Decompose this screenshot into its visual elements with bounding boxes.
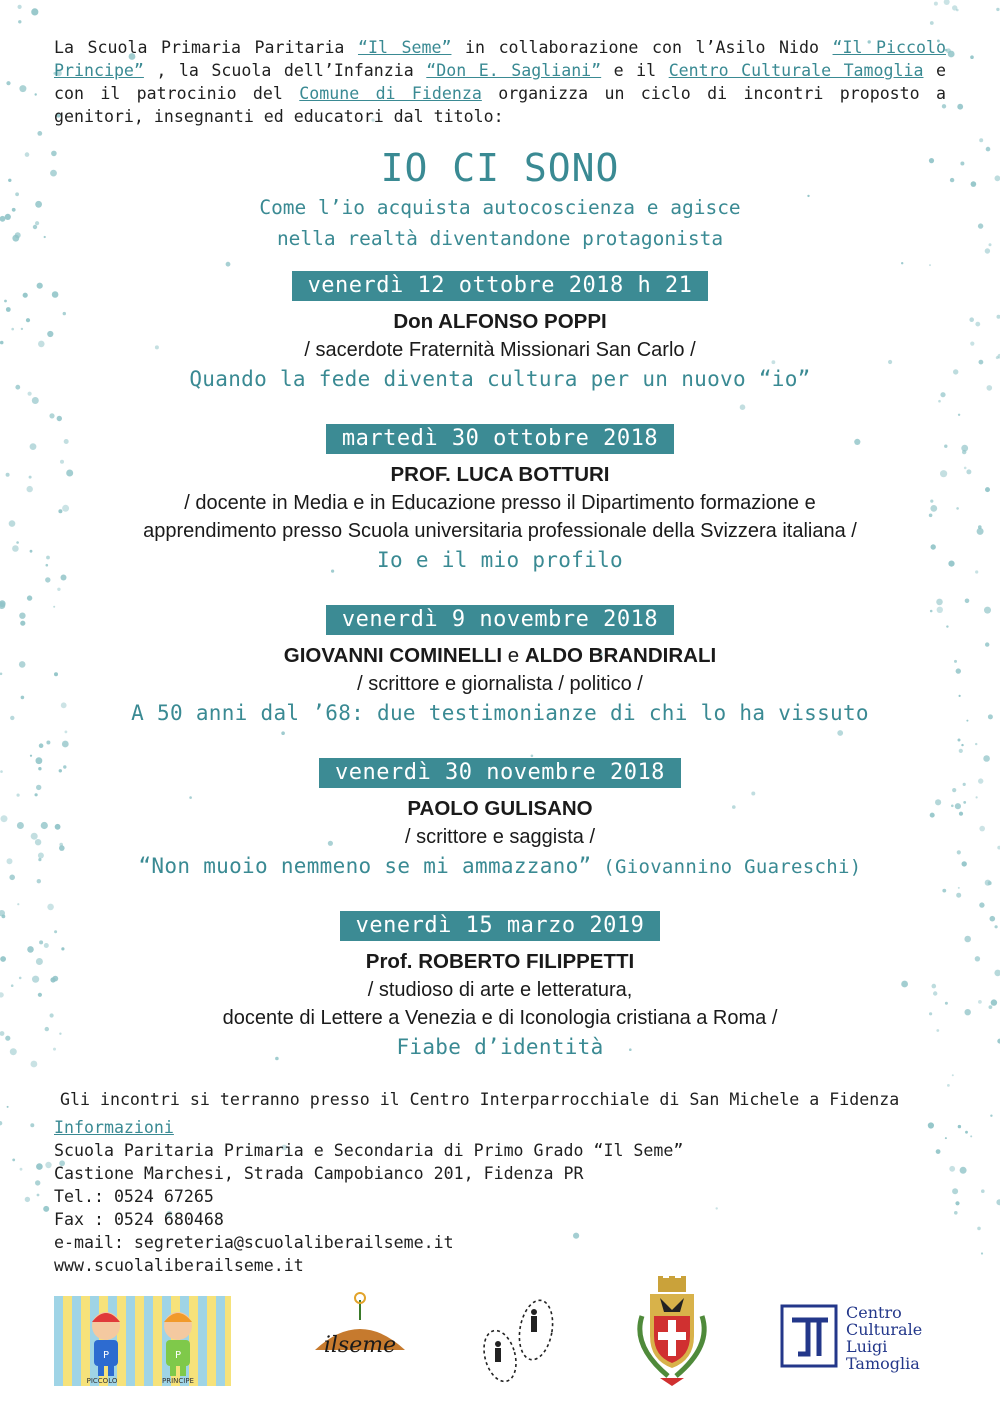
talk-title: Quando la fede diventa cultura per un nuovo “io” [189,367,811,391]
logo-word-principe: PRINCIPE [162,1377,194,1385]
event-date: venerdì 30 novembre 2018 [319,758,681,788]
logo-letter: P [102,1350,110,1361]
event-speaker [0,641,1000,670]
info-block [54,1116,683,1277]
tamoglia-line-2: Culturale [846,1320,923,1339]
ilseme-wordmark: ilseme [323,1333,397,1358]
centro-tamoglia-logo [780,1298,940,1378]
speaker-prefix: Prof. [365,950,419,973]
intro-paragraph [54,36,946,128]
speaker-join: e [502,644,525,667]
centro-culturale-link[interactable]: Centro Culturale Tamoglia [668,61,924,80]
event-speaker [0,947,1000,976]
speaker-prefix: Don [393,310,439,333]
don-sagliani-link[interactable]: “Don E. Sagliani” [426,61,602,80]
ilseme-logo [305,1290,415,1370]
info-heading[interactable]: Informazioni [54,1118,174,1137]
tamoglia-line-4: Tamoglia [846,1354,920,1373]
event-5 [0,911,1000,1062]
speaker-name: ALFONSO POPPI [438,310,607,333]
intro-text: e il [601,61,669,80]
event-date: venerdì 15 marzo 2019 [340,911,661,941]
info-tel: Tel.: 0524 67265 [54,1187,214,1206]
subtitle-line-2: nella realtà diventandone protagonista [276,227,724,250]
intro-text: organizza un ciclo di incontri proposto a genitori, insegnanti ed educatori dal titolo: [54,84,947,126]
il-seme-link[interactable]: “Il Seme” [357,38,452,57]
speaker-role: / studioso di arte e letteratura, [367,979,633,1001]
intro-text: , la Scuola dell’Infanzia [143,61,427,80]
event-4 [0,758,1000,882]
speaker-role: apprendimento presso Scuola universitaria professionale della Svizzera italiana / [143,520,857,542]
speaker-name: ROBERTO FILIPPETTI [418,950,635,973]
speaker-role: / scrittore e giornalista / politico / [357,673,643,695]
piccolo-principe-link[interactable]: “Il Piccolo Principe” [54,38,946,80]
info-email[interactable]: e-mail: segreteria@scuolaliberailseme.it [54,1233,454,1252]
event-speaker [0,307,1000,336]
info-address: Castione Marchesi, Strada Campobianco 201, Fidenza PR [54,1164,584,1183]
talk-quote: “Non muoio nemmeno se mi ammazzano” [138,854,592,878]
fidenza-crest-logo [624,1276,720,1392]
talk-title [0,851,1000,882]
info-school: Scuola Paritaria Primaria e Secondaria di Primo Grado “Il Seme” [54,1141,684,1160]
tamoglia-line-3: Luigi [846,1337,888,1356]
talk-title: A 50 anni dal ’68: due testimonianze di chi lo ha vissuto [131,701,869,725]
speaker-name: PAOLO GULISANO [407,797,593,820]
piccolo-principe-logo [54,1296,231,1386]
event-date: venerdì 9 novembre 2018 [326,605,674,635]
event-date: martedì 30 ottobre 2018 [326,424,674,454]
speaker-role: / scrittore e saggista / [404,826,596,848]
intro-text: in collaborazione con l’Asilo Nido [451,38,833,57]
info-fax: Fax : 0524 680468 [54,1210,224,1229]
speaker-role: / sacerdote Fraternità Missionari San Carlo / [304,339,696,361]
speaker-name: GIOVANNI COMINELLI [283,644,503,667]
tamoglia-line-1: Centro [846,1303,902,1322]
event-3 [0,605,1000,728]
event-1 [0,271,1000,394]
talk-author: (Giovannino Guareschi) [591,856,862,878]
page-title: IO CI SONO [380,146,620,190]
event-2 [0,424,1000,575]
speaker-role: / docente in Media e in Educazione presso il Dipartimento formazione e [184,492,816,514]
talk-title: Fiabe d’identità [396,1035,604,1059]
event-speaker [0,460,1000,489]
intro-text: e con il patrocinio del [54,61,947,103]
event-date: venerdì 12 ottobre 2018 h 21 [292,271,709,301]
intro-text: La Scuola Primaria Paritaria [54,38,358,57]
logo-word-piccolo: PICCOLO [86,1377,118,1385]
event-speaker [0,794,1000,823]
speaker-name: ALDO BRANDIRALI [524,644,717,667]
subtitle-line-1: Come l’io acquista autocoscienza e agisce [259,196,741,219]
comune-fidenza-link[interactable]: Comune di Fidenza [299,84,482,103]
logo-letter: P [174,1350,182,1361]
venue-note: Gli incontri si terranno presso il Centro Interparrocchiale di San Michele a Fidenza [60,1090,900,1109]
info-website[interactable]: www.scuolaliberailseme.it [54,1256,304,1275]
speaker-role: docente di Lettere a Venezia e di Iconologia cristiana a Roma / [222,1007,778,1029]
speaker-name: PROF. LUCA BOTTURI [390,463,610,486]
talk-title: Io e il mio profilo [377,548,623,572]
footprints-logo [474,1294,566,1386]
